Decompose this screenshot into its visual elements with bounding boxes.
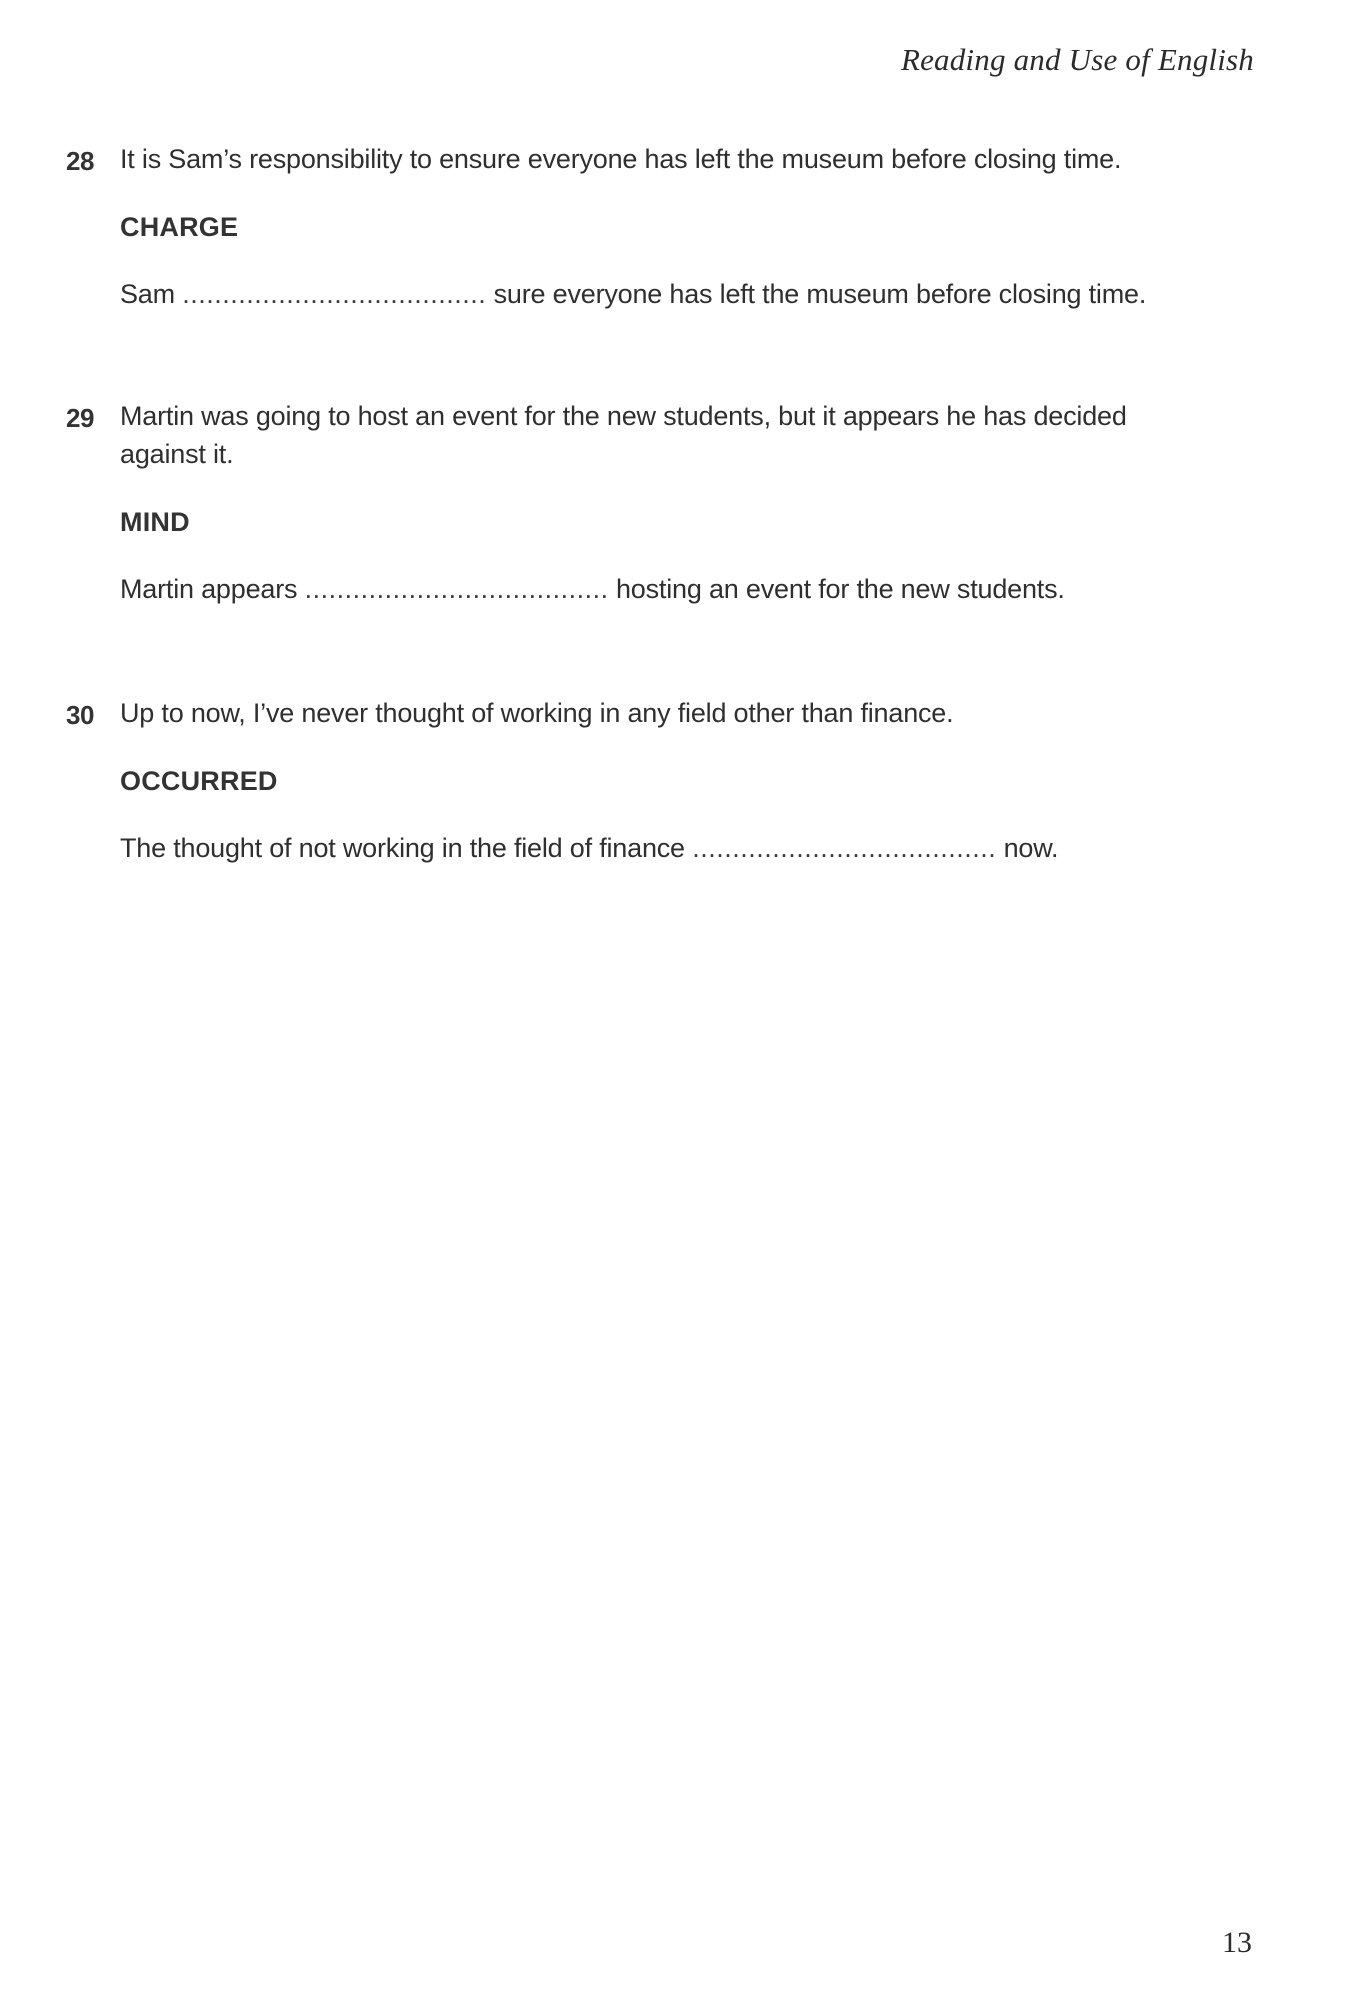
question-keyword: CHARGE [120, 212, 239, 242]
question-body [120, 700, 1240, 867]
answer-prefix: The thought of not working in the field of finance [120, 833, 685, 863]
question-sentence: Martin was going to host an event for the new students, but it appears he has decided against it. [120, 401, 1127, 469]
question-number: 30 [66, 700, 94, 730]
question-keyword: MIND [120, 507, 190, 537]
answer-suffix: sure everyone has left the museum before closing time. [493, 279, 1147, 309]
answer-gap[interactable]: ...................................... [692, 833, 997, 863]
question-sentence: Up to now, I’ve never thought of working in any field other than finance. [120, 698, 954, 728]
question-keyword: OCCURRED [120, 766, 278, 796]
answer-suffix: now. [1003, 833, 1059, 863]
page-number: 13 [1222, 1926, 1252, 1959]
question-body [120, 403, 1240, 608]
answer-line [120, 275, 1240, 313]
answer-line [120, 570, 1240, 608]
question-number: 29 [66, 403, 94, 433]
answer-gap[interactable]: ...................................... [182, 279, 487, 309]
section-title: Reading and Use of English [900, 42, 1254, 77]
answer-gap[interactable]: ...................................... [304, 574, 609, 604]
answer-prefix: Sam [120, 279, 175, 309]
answer-suffix: hosting an event for the new students. [615, 574, 1065, 604]
question-sentence: It is Sam’s responsibility to ensure everyone has left the museum before closing time. [120, 144, 1122, 174]
answer-prefix: Martin appears [120, 574, 298, 604]
answer-line [120, 829, 1240, 867]
question-number: 28 [66, 146, 94, 176]
question-body [120, 146, 1240, 313]
